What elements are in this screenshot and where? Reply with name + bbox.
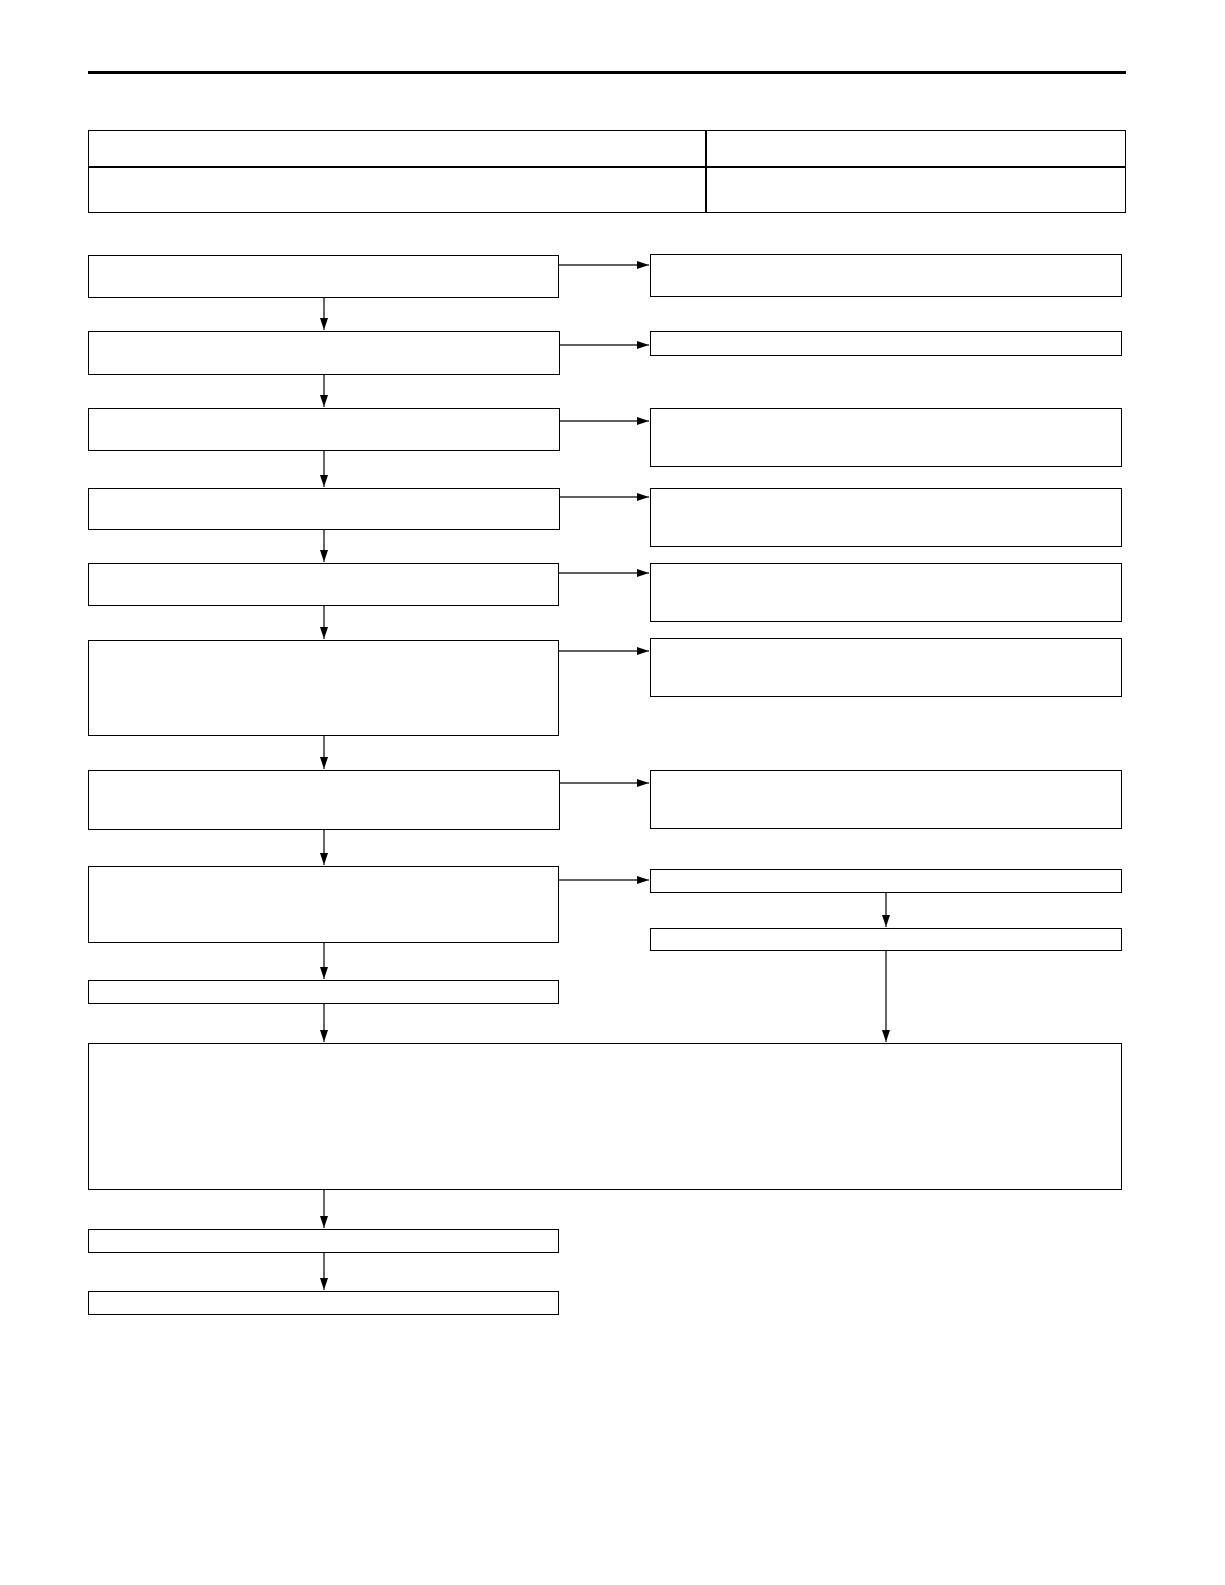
result-followup-box [650, 928, 1122, 951]
result-box-2 [650, 331, 1122, 356]
result-box-3 [650, 408, 1122, 467]
result-box-8 [650, 869, 1122, 893]
step-box-2 [88, 331, 560, 375]
step-box-3 [88, 408, 560, 451]
step-box-9 [88, 980, 559, 1004]
final-step-box-1 [88, 1229, 559, 1253]
result-box-7 [650, 770, 1122, 829]
step-box-1 [88, 255, 559, 298]
step-box-7 [88, 770, 560, 830]
result-box-5 [650, 563, 1122, 622]
step-box-4 [88, 488, 560, 530]
result-box-6 [650, 638, 1122, 697]
final-step-box-2 [88, 1291, 559, 1315]
merge-box [88, 1043, 1122, 1190]
result-box-4 [650, 488, 1122, 547]
result-box-1 [650, 254, 1122, 297]
step-box-8 [88, 866, 559, 943]
step-box-5 [88, 563, 559, 606]
step-box-6 [88, 640, 559, 736]
